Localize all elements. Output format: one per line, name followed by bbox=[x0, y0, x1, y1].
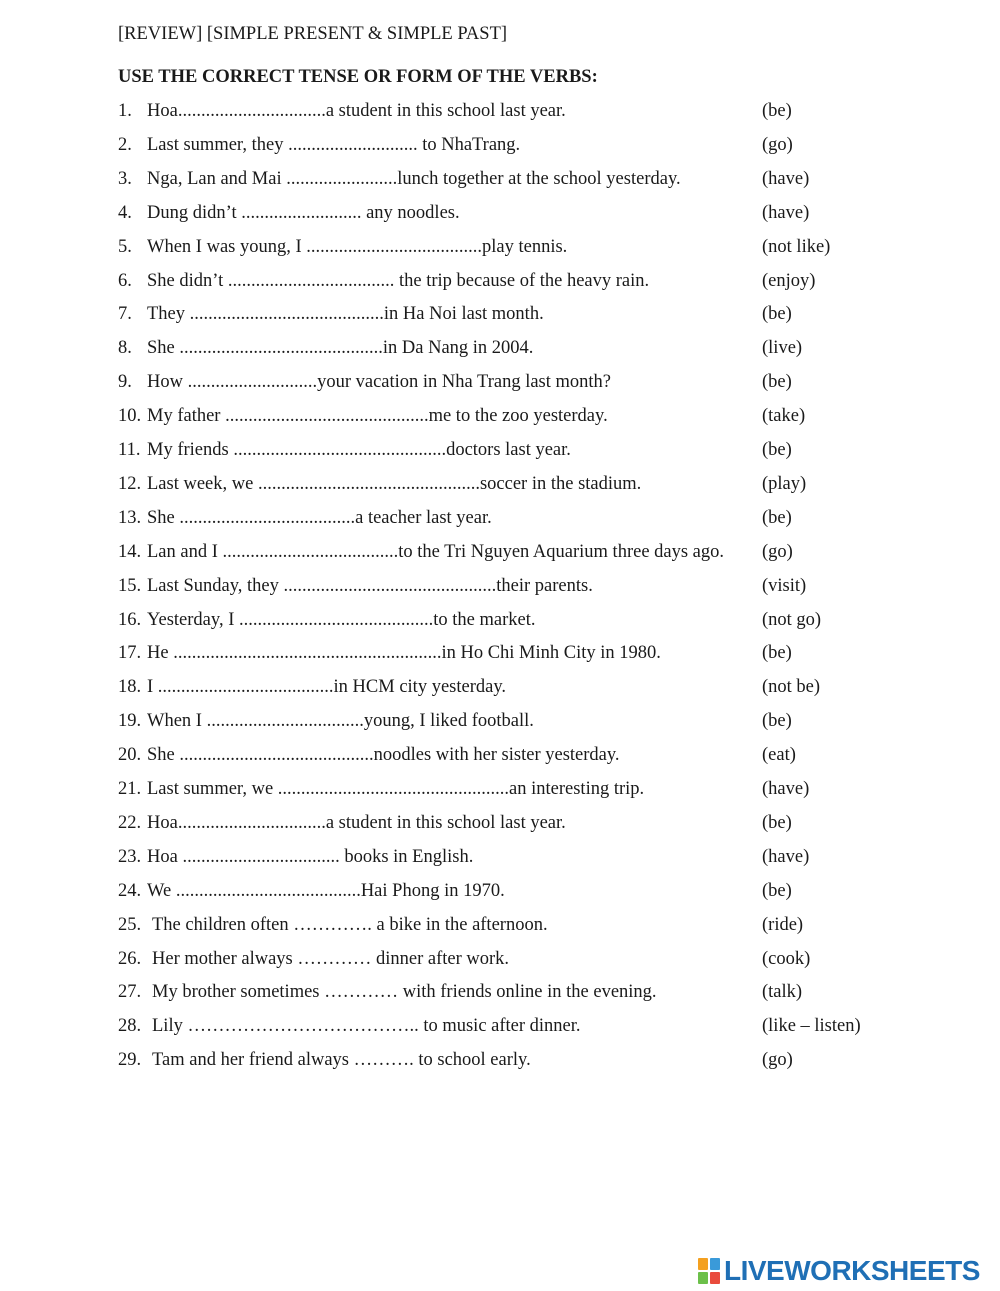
item-sentence: Last summer, we ..................................................an interesting trip. bbox=[147, 779, 645, 799]
verb-hint: (have) bbox=[762, 202, 810, 223]
item-number: 21. bbox=[118, 779, 142, 799]
exercise-item bbox=[0, 779, 1000, 809]
exercise-item bbox=[0, 406, 1000, 436]
item-sentence: Hoa................................a student in this school last year. bbox=[147, 812, 566, 833]
exercise-item bbox=[0, 677, 1000, 707]
logo-text: LIVEWORKSHEETS bbox=[724, 1255, 980, 1286]
verb-hint: (like – listen) bbox=[762, 1016, 861, 1037]
exercise-item bbox=[0, 169, 1000, 199]
item-sentence: My friends ..............................................doctors last year. bbox=[147, 440, 571, 460]
item-number: 2. bbox=[118, 134, 132, 155]
verb-hint: (have) bbox=[762, 779, 810, 799]
exercise-item bbox=[0, 813, 1000, 843]
verb-hint: (be) bbox=[762, 440, 792, 460]
item-sentence: Nga, Lan and Mai ........................lunch together at the school yesterday. bbox=[147, 168, 681, 189]
verb-hint: (be) bbox=[762, 507, 792, 528]
item-sentence: Her mother always ………… dinner after work. bbox=[152, 948, 510, 969]
exercise-item bbox=[0, 847, 1000, 877]
exercise-item bbox=[0, 542, 1000, 572]
item-number: 6. bbox=[118, 270, 132, 291]
item-number: 3. bbox=[118, 168, 132, 189]
item-number: 13. bbox=[118, 507, 142, 528]
item-number: 1. bbox=[118, 101, 132, 121]
verb-hint: (go) bbox=[762, 541, 793, 562]
item-sentence: I ......................................in HCM city yesterday. bbox=[147, 677, 506, 698]
exercise-item bbox=[0, 576, 1000, 606]
item-sentence: She ......................................a teacher last year. bbox=[147, 507, 492, 528]
liveworksheets-logo[interactable] bbox=[698, 1256, 980, 1286]
liveworksheets-logo-icon bbox=[698, 1258, 720, 1284]
item-sentence: When I ..................................young, I liked football. bbox=[147, 711, 534, 732]
item-number: 26. bbox=[118, 948, 142, 969]
verb-hint: (enjoy) bbox=[762, 270, 816, 291]
item-number: 25. bbox=[118, 914, 142, 935]
item-number: 12. bbox=[118, 473, 142, 494]
item-number: 20. bbox=[118, 745, 142, 766]
exercise-item bbox=[0, 610, 1000, 640]
exercise-item bbox=[0, 982, 1000, 1012]
item-number: 17. bbox=[118, 643, 142, 664]
item-number: 5. bbox=[118, 236, 132, 257]
instruction-heading: USE THE CORRECT TENSE OR FORM OF THE VERBS: bbox=[118, 67, 598, 87]
item-sentence: The children often …………. a bike in the afternoon. bbox=[152, 914, 548, 935]
exercise-item bbox=[0, 372, 1000, 402]
exercise-item bbox=[0, 237, 1000, 267]
verb-hint: (be) bbox=[762, 711, 792, 732]
item-number: 27. bbox=[118, 982, 142, 1003]
item-sentence: We ........................................Hai Phong in 1970. bbox=[147, 880, 505, 901]
item-sentence: Last week, we ................................................soccer in the stadium. bbox=[147, 473, 642, 494]
exercise-item bbox=[0, 101, 1000, 131]
verb-hint: (visit) bbox=[762, 575, 807, 596]
item-sentence: She didn’t .................................... the trip because of the heavy rain. bbox=[147, 270, 650, 291]
item-sentence: Lily ……………………………….. to music after dinner. bbox=[152, 1016, 581, 1037]
item-sentence: Dung didn’t .......................... any noodles. bbox=[147, 202, 460, 223]
verb-hint: (not be) bbox=[762, 677, 821, 698]
item-number: 9. bbox=[118, 372, 132, 393]
item-sentence: My brother sometimes ………… with friends online in the evening. bbox=[152, 982, 657, 1003]
item-number: 7. bbox=[118, 304, 132, 325]
exercise-item bbox=[0, 440, 1000, 470]
item-number: 8. bbox=[118, 338, 132, 359]
item-sentence: Last summer, they ............................ to NhaTrang. bbox=[147, 134, 521, 155]
exercise-item bbox=[0, 271, 1000, 301]
verb-hint: (eat) bbox=[762, 745, 796, 766]
exercise-item bbox=[0, 474, 1000, 504]
verb-hint: (play) bbox=[762, 473, 807, 494]
exercise-item bbox=[0, 711, 1000, 741]
exercise-item bbox=[0, 135, 1000, 165]
exercise-item bbox=[0, 304, 1000, 334]
exercise-item bbox=[0, 643, 1000, 673]
verb-hint: (ride) bbox=[762, 914, 804, 935]
exercise-item bbox=[0, 949, 1000, 979]
verb-hint: (be) bbox=[762, 304, 792, 325]
verb-hint: (live) bbox=[762, 338, 803, 359]
item-number: 24. bbox=[118, 880, 142, 901]
item-sentence: Hoa................................a student in this school last year. bbox=[147, 101, 566, 121]
verb-hint: (cook) bbox=[762, 948, 811, 969]
verb-hint: (be) bbox=[762, 812, 792, 833]
verb-hint: (take) bbox=[762, 406, 806, 427]
exercise-item bbox=[0, 203, 1000, 233]
item-sentence: My father ............................................me to the zoo yesterday. bbox=[147, 406, 608, 427]
verb-hint: (not go) bbox=[762, 609, 822, 630]
exercise-item bbox=[0, 1016, 1000, 1046]
verb-hint: (be) bbox=[762, 372, 792, 393]
item-number: 4. bbox=[118, 202, 132, 223]
item-number: 14. bbox=[118, 541, 142, 562]
verb-hint: (be) bbox=[762, 880, 792, 901]
item-sentence: Last Sunday, they ..............................................their parents. bbox=[147, 575, 593, 596]
item-sentence: When I was young, I ......................................play tennis. bbox=[147, 236, 568, 257]
verb-hint: (be) bbox=[762, 101, 792, 121]
item-number: 29. bbox=[118, 1050, 142, 1071]
item-sentence: He ..........................................................in Ho Chi Minh City in 1980. bbox=[147, 643, 661, 664]
exercise-item bbox=[0, 1050, 1000, 1080]
verb-hint: (be) bbox=[762, 643, 792, 664]
item-sentence: Yesterday, I ..........................................to the market. bbox=[147, 609, 536, 630]
item-sentence: Lan and I ......................................to the Tri Nguyen Aquarium three days ago. bbox=[147, 541, 725, 562]
item-sentence: How ............................your vacation in Nha Trang last month? bbox=[147, 372, 611, 393]
item-number: 11. bbox=[118, 440, 141, 460]
page-title: [REVIEW] [SIMPLE PRESENT & SIMPLE PAST] bbox=[118, 24, 508, 44]
item-sentence: Hoa .................................. books in English. bbox=[147, 846, 474, 867]
item-number: 18. bbox=[118, 677, 142, 698]
exercise-item bbox=[0, 338, 1000, 368]
exercise-item bbox=[0, 915, 1000, 945]
item-number: 28. bbox=[118, 1016, 142, 1037]
item-sentence: She ............................................in Da Nang in 2004. bbox=[147, 338, 534, 359]
item-number: 23. bbox=[118, 846, 142, 867]
item-number: 22. bbox=[118, 812, 142, 833]
verb-hint: (go) bbox=[762, 1050, 793, 1071]
item-number: 16. bbox=[118, 609, 142, 630]
item-sentence: She ..........................................noodles with her sister yesterday. bbox=[147, 745, 620, 766]
verb-hint: (have) bbox=[762, 168, 810, 189]
item-sentence: They ..........................................in Ha Noi last month. bbox=[147, 304, 544, 325]
exercise-item bbox=[0, 745, 1000, 775]
verb-hint: (talk) bbox=[762, 982, 803, 1003]
item-number: 19. bbox=[118, 711, 142, 732]
item-sentence: Tam and her friend always ………. to school early. bbox=[152, 1050, 531, 1071]
item-number: 10. bbox=[118, 406, 142, 427]
verb-hint: (have) bbox=[762, 846, 810, 867]
verb-hint: (not like) bbox=[762, 236, 831, 257]
verb-hint: (go) bbox=[762, 134, 793, 155]
item-number: 15. bbox=[118, 575, 142, 596]
exercise-item bbox=[0, 508, 1000, 538]
exercise-item bbox=[0, 881, 1000, 911]
